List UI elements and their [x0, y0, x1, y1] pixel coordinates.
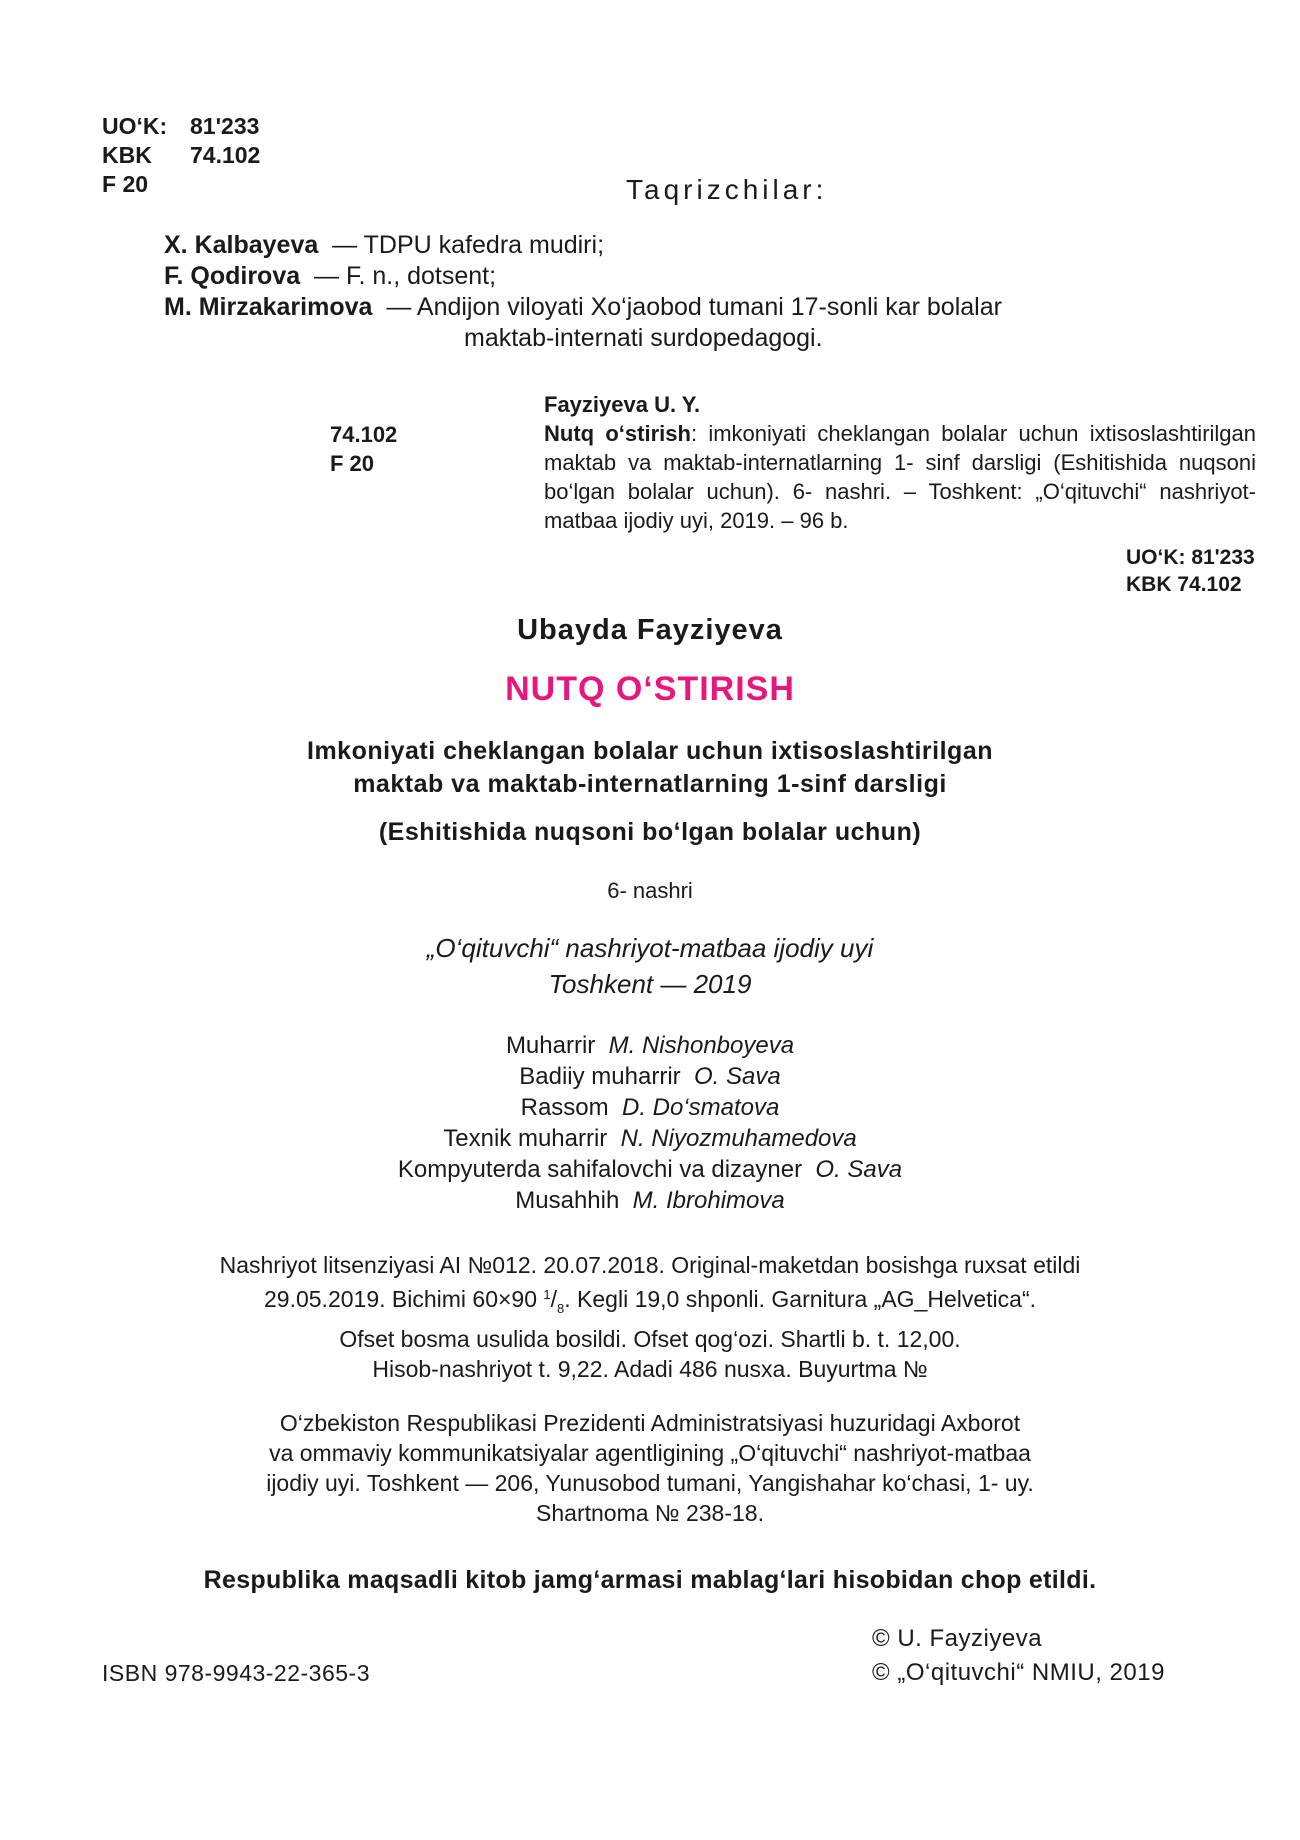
- publisher-place-year: Toshkent — 2019: [548, 969, 752, 999]
- classification-codes: [102, 112, 260, 199]
- credit-role: Rassom: [520, 1094, 609, 1121]
- reviewer-role: — Andijon viloyati Xo‘jaobod tumani 17-sonli kar bolalar: [386, 293, 1002, 321]
- fraction-denominator: 8: [557, 1301, 565, 1316]
- credit-name: M. Nishonboyeva: [608, 1032, 795, 1059]
- card-description-block: [544, 419, 1256, 535]
- copyright-block: [872, 1622, 1165, 1690]
- reviewer-row: [164, 292, 1224, 354]
- card-kbk: KBK 74.102: [1126, 573, 1242, 596]
- printing-format: 29.05.2019. Bichimi 60×90: [264, 1286, 538, 1312]
- reviewer-name: F. Qodirova: [164, 262, 301, 290]
- printing-line: Ofset bosma usulida bosildi. Ofset qog‘ozi. Shartli b. t. 12,00.: [339, 1326, 961, 1352]
- reviewer-name: M. Mirzakarimova: [164, 293, 373, 321]
- reviewers-heading: Taqrizchilar:: [626, 174, 828, 205]
- reviewer-role: — TDPU kafedra mudiri;: [332, 231, 605, 259]
- book-subtitle: [0, 735, 1300, 801]
- credits-block: [0, 1030, 1300, 1216]
- credit-row: [0, 1061, 1300, 1092]
- credit-row: [0, 1123, 1300, 1154]
- card-kbk-code: 74.102: [330, 422, 398, 447]
- credit-name: M. Ibrohimova: [632, 1187, 785, 1214]
- subtitle-line: Imkoniyati cheklangan bolalar uchun ixtisoslashtirilgan: [307, 737, 993, 765]
- credit-name: N. Niyozmuhamedova: [620, 1125, 857, 1152]
- printing-info: [0, 1250, 1300, 1384]
- publisher-address: [0, 1408, 1300, 1528]
- card-codes-right: [1126, 544, 1255, 598]
- fraction-numerator: 1: [543, 1287, 551, 1302]
- f-code: F 20: [102, 171, 149, 197]
- credit-name: O. Sava: [815, 1156, 903, 1183]
- card-left-codes: [330, 420, 397, 478]
- reviewers-list: [164, 230, 1224, 354]
- kbk-value: 74.102: [190, 142, 261, 168]
- card-title: Nutq o‘stirish: [544, 421, 691, 446]
- publisher-block: [0, 930, 1300, 1002]
- address-line: ijodiy uyi. Toshkent — 206, Yunusobod tumani, Yangishahar ko‘chasi, 1- uy.: [266, 1470, 1034, 1496]
- book-title: NUTQ O‘STIRISH: [505, 670, 795, 708]
- subtitle-line: maktab va maktab-internatlarning 1-sinf darsligi: [353, 770, 947, 798]
- reviewer-row: [164, 230, 1224, 261]
- credit-row: [0, 1030, 1300, 1061]
- reviewer-row: [164, 261, 1224, 292]
- card-description: : imkoniyati cheklangan bolalar uchun ixtisoslashtirilgan maktab va maktab-internatlarning 1- sinf darsligi (Eshitishida nuqsoni bo‘lgan bolalar uchun). 6- nashri. – Toshkent: „O‘qituvchi“ nashriyot-matbaa ijodiy uyi, 2019. – 96 b.: [544, 421, 1256, 533]
- book-author: Ubayda Fayziyeva: [517, 614, 783, 646]
- credit-row: [0, 1092, 1300, 1123]
- reviewer-role-continued: maktab-internati surdopedagogi.: [464, 324, 823, 352]
- credit-role: Muharrir: [505, 1032, 596, 1059]
- catalogue-card: [544, 390, 1256, 535]
- funding-note: Respublika maqsadli kitob jamg‘armasi mablag‘lari hisobidan chop etildi.: [203, 1566, 1097, 1594]
- printing-line: Nashriyot litsenziyasi AI №012. 20.07.2018. Original-maketdan bosishga ruxsat etildi: [219, 1252, 1081, 1278]
- credit-name: D. Do‘smatova: [621, 1094, 780, 1121]
- book-subtitle-audience: (Eshitishida nuqsoni bo‘lgan bolalar uchun): [378, 818, 922, 846]
- uok-value: 81ʹ233: [190, 113, 260, 139]
- card-uok: UO‘K: 81ʹ233: [1126, 546, 1255, 569]
- kbk-row: [102, 141, 260, 170]
- kbk-label: KBK: [102, 142, 152, 168]
- card-f-code: F 20: [330, 451, 375, 476]
- credit-row: [0, 1185, 1300, 1216]
- credit-role: Texnik muharrir: [443, 1125, 608, 1152]
- card-author: Fayziyeva U. Y.: [544, 392, 701, 417]
- publisher-name: „O‘qituvchi“ nashriyot-matbaa ijodiy uyi: [426, 933, 874, 963]
- address-line: Shartnoma № 238-18.: [536, 1500, 764, 1526]
- credit-name: O. Sava: [694, 1063, 781, 1090]
- isbn: ISBN 978-9943-22-365-3: [102, 1660, 370, 1686]
- copyright-publisher: © „O‘qituvchi“ NMIU, 2019: [872, 1659, 1165, 1686]
- reviewer-role: — F. n., dotsent;: [314, 262, 497, 290]
- printing-line: Hisob-nashriyot t. 9,22. Adadi 486 nusxa. Buyurtma №: [372, 1356, 928, 1382]
- credit-row: [0, 1154, 1300, 1185]
- credit-role: Kompyuterda sahifalovchi va dizayner: [397, 1156, 803, 1183]
- reviewer-name: X. Kalbayeva: [164, 231, 319, 259]
- uok-row: [102, 112, 260, 141]
- copyright-author: © U. Fayziyeva: [872, 1625, 1043, 1652]
- address-line: va ommaviy kommunikatsiyalar agentligining „O‘qituvchi“ nashriyot-matbaa: [269, 1440, 1031, 1466]
- address-line: O‘zbekiston Respublikasi Prezidenti Administratsiyasi huzuridagi Axborot: [279, 1410, 1021, 1436]
- credit-role: Badiiy muharrir: [519, 1063, 681, 1090]
- printing-line: [0, 1280, 1300, 1324]
- credit-role: Musahhih: [515, 1187, 620, 1214]
- uok-label: UO‘K:: [102, 113, 168, 139]
- edition-number: 6- nashri: [607, 878, 693, 903]
- format-fraction: $^1/_8$: [543, 1286, 565, 1316]
- printing-format-rest: . Kegli 19,0 shponli. Garnitura „AG_Helvetica“.: [564, 1286, 1036, 1312]
